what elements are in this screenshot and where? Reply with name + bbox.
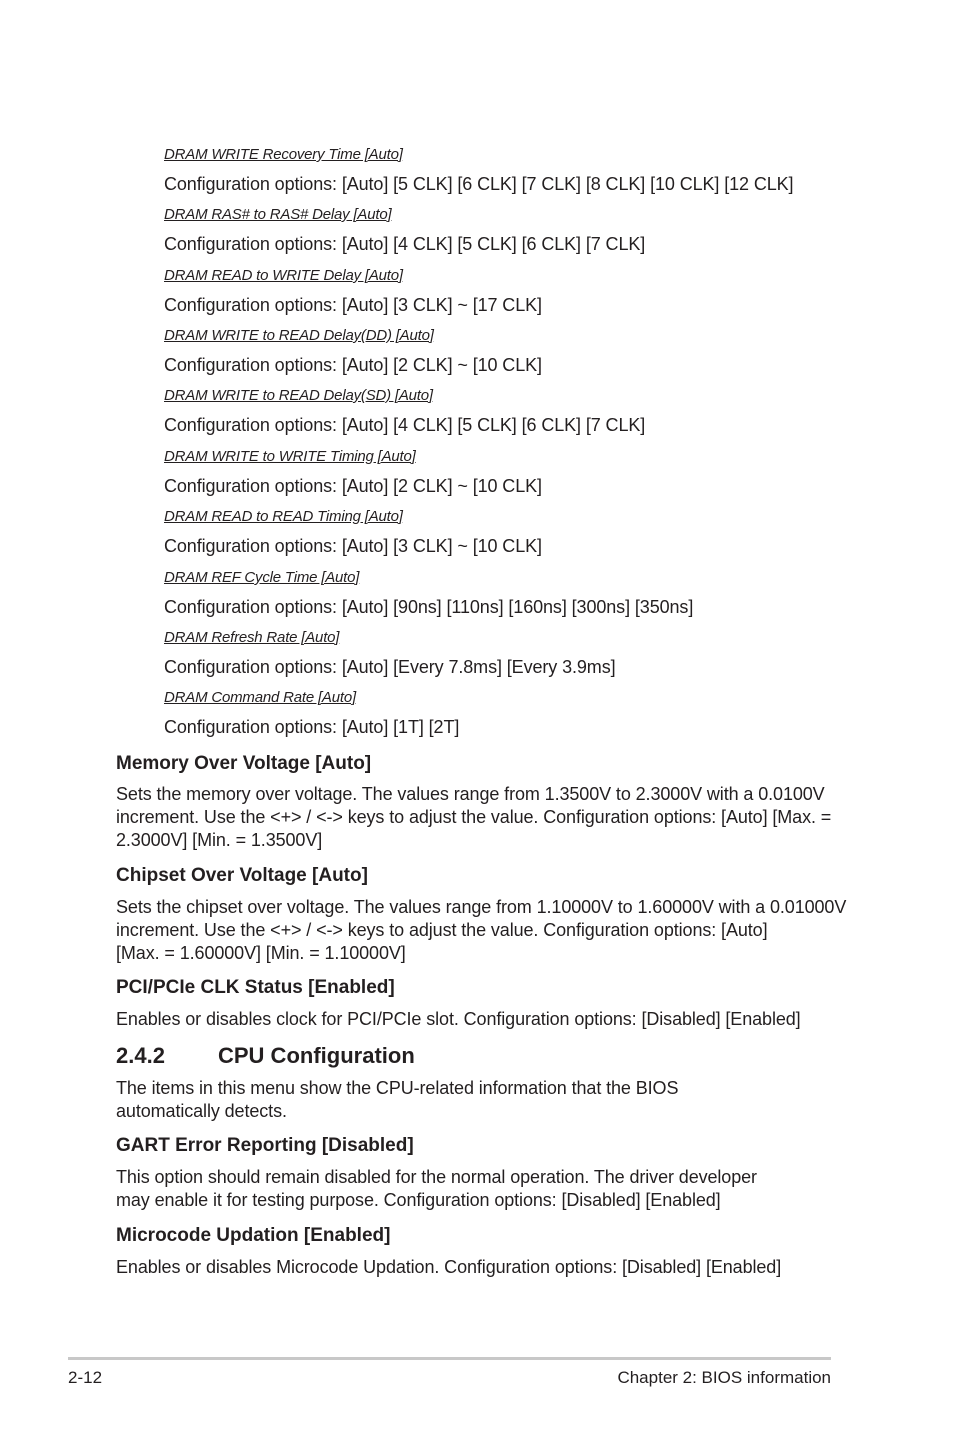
- section-body-memory-over-voltage: Sets the memory over voltage. The values range from 1.3500V to 2.3000V with a 0.0100V increment. Use the <+> / <-> keys to adjust the value. Configuration options: [Auto] [Max. = 2.3000V] [Min. = 1.3500V]: [116, 784, 832, 850]
- section-body-microcode-updation: Enables or disables Microcode Updation. Configuration options: [Disabled] [Enabled]: [116, 1257, 782, 1277]
- section-heading-text: CPU Configuration: [218, 1043, 415, 1068]
- body-line: [Max. = 1.60000V] [Min. = 1.10000V]: [116, 943, 406, 963]
- section-body-gart-error-reporting: This option should remain disabled for the normal operation. The driver developer may enable it for testing purpose. Configuration options: [Disabled] [Enabled]: [116, 1167, 757, 1210]
- footer-rule: [68, 1357, 831, 1360]
- sub-item-options: Configuration options: [Auto] [5 CLK] [6 CLK] [7 CLK] [8 CLK] [10 CLK] [12 CLK]: [164, 174, 794, 194]
- body-line: increment. Use the <+> / <-> keys to adjust the value. Configuration options: [Auto]: [116, 920, 768, 940]
- sub-item-options: Configuration options: [Auto] [1T] [2T]: [164, 717, 460, 737]
- sub-item-title: DRAM Command Rate [Auto]: [164, 689, 356, 706]
- sub-item-options: Configuration options: [Auto] [Every 7.8ms] [Every 3.9ms]: [164, 657, 616, 677]
- sub-item-options: Configuration options: [Auto] [3 CLK] ~ [10 CLK]: [164, 536, 542, 556]
- section-number: 2.4.2: [116, 1043, 165, 1068]
- sub-item-options: Configuration options: [Auto] [90ns] [110ns] [160ns] [300ns] [350ns]: [164, 597, 694, 617]
- sub-item-options: Configuration options: [Auto] [3 CLK] ~ [17 CLK]: [164, 295, 542, 315]
- chapter-label: Chapter 2: BIOS information: [617, 1368, 831, 1387]
- section-title-pci-clk-status: PCI/PCIe CLK Status [Enabled]: [116, 977, 395, 998]
- cpu-configuration-heading: [116, 1043, 415, 1069]
- sub-item-title: DRAM WRITE to WRITE Timing [Auto]: [164, 448, 416, 465]
- sub-item-title: DRAM WRITE to READ Delay(SD) [Auto]: [164, 387, 433, 404]
- section-title-gart-error-reporting: GART Error Reporting [Disabled]: [116, 1135, 414, 1156]
- sub-item-options: Configuration options: [Auto] [2 CLK] ~ [10 CLK]: [164, 476, 542, 496]
- section-body-pci-clk-status: Enables or disables clock for PCI/PCIe slot. Configuration options: [Disabled] [Enabled]: [116, 1009, 801, 1029]
- sub-item-title: DRAM WRITE to READ Delay(DD) [Auto]: [164, 327, 434, 344]
- cpu-configuration-intro: The items in this menu show the CPU-related information that the BIOS automatically detects.: [116, 1078, 679, 1121]
- section-title-chipset-over-voltage: Chipset Over Voltage [Auto]: [116, 865, 368, 886]
- section-body-chipset-over-voltage: [116, 896, 876, 965]
- sub-item-title: DRAM RAS# to RAS# Delay [Auto]: [164, 206, 392, 223]
- section-title-memory-over-voltage: Memory Over Voltage [Auto]: [116, 753, 372, 774]
- sub-item-title: DRAM READ to WRITE Delay [Auto]: [164, 267, 403, 284]
- sub-item-title: DRAM REF Cycle Time [Auto]: [164, 569, 360, 586]
- sub-item-options: Configuration options: [Auto] [4 CLK] [5 CLK] [6 CLK] [7 CLK]: [164, 234, 646, 254]
- sub-item-options: Configuration options: [Auto] [4 CLK] [5 CLK] [6 CLK] [7 CLK]: [164, 415, 646, 435]
- sub-item-title: DRAM WRITE Recovery Time [Auto]: [164, 146, 403, 163]
- page-number: 2-12: [68, 1368, 103, 1387]
- section-title-microcode-updation: Microcode Updation [Enabled]: [116, 1225, 391, 1246]
- sub-item-title: DRAM READ to READ Timing [Auto]: [164, 508, 403, 525]
- sub-item-options: Configuration options: [Auto] [2 CLK] ~ [10 CLK]: [164, 355, 542, 375]
- body-line: Sets the chipset over voltage. The values range from 1.10000V to 1.60000V with a 0.01000V: [116, 897, 847, 917]
- sub-item-title: DRAM Refresh Rate [Auto]: [164, 629, 340, 646]
